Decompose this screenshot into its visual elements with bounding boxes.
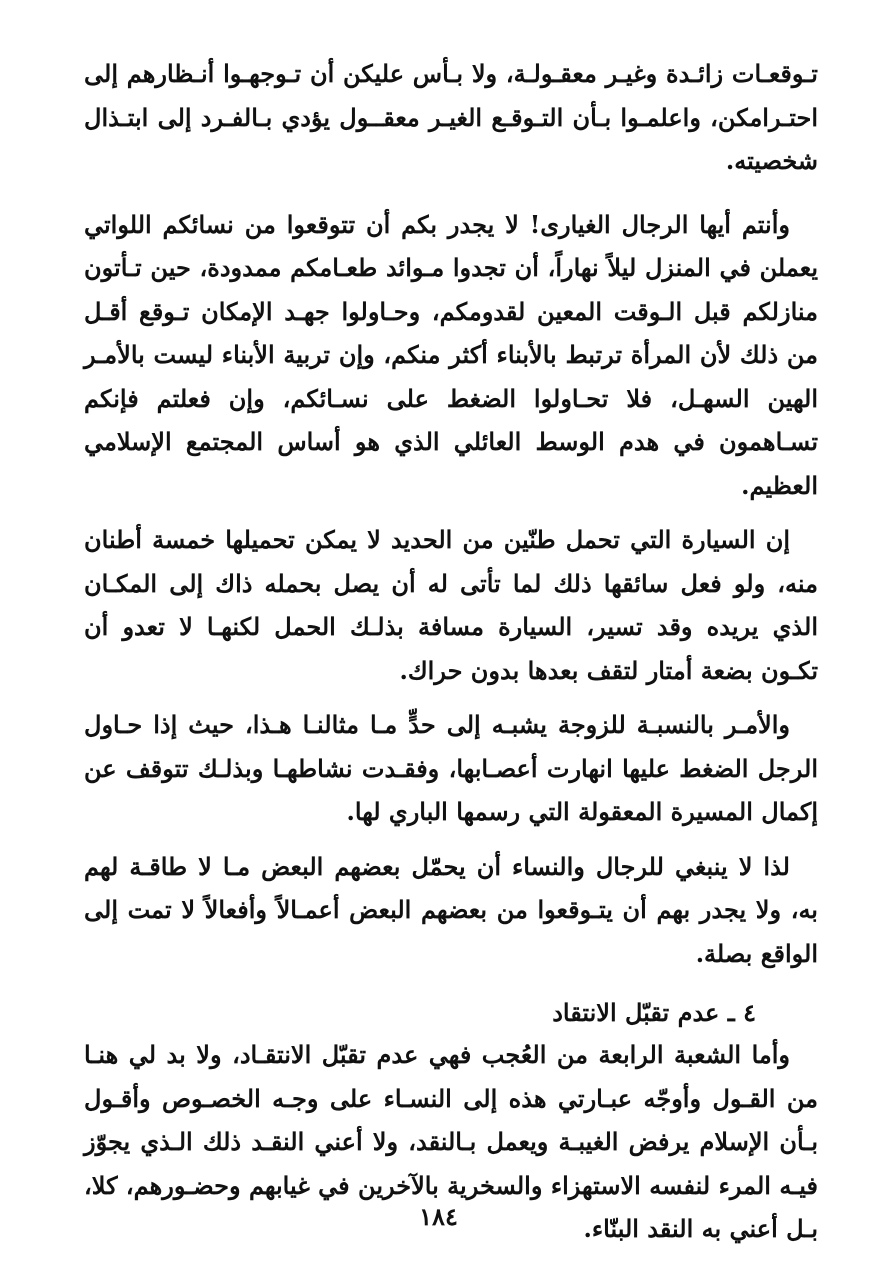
- paragraph-1: تـوقعـات زائـدة وغيـر معقـولـة، ولا بـأس عليكن أن تـوجهـوا أنـظارهم إلى احتـرامكن، واعلمـوا بـأن التـوقـع الغيـر معقــول يؤدي بـالفـرد إلى ابتـذال شخصيته.: [84, 59, 818, 175]
- paragraph-3: إن السيارة التي تحمل طنّين من الحديد لا يمكن تحميلها خمسة أطنان منه، ولو فعل سائقها ذلك لما تأتى له أن يصل بحمله ذاك إلى المكـان الذي يريده وقد تسير، السيارة مسافة بذلـك الحمل لكنهـا لا تعدو أن تكـون بضعة أمتار لتقف بعدها بدون حراك.: [84, 525, 818, 685]
- paragraph-5: لذا لا ينبغي للرجال والنساء أن يحمّل بعضهم البعض مـا لا طاقـة لهم به، ولا يجدر بهم أن يتـوقعوا من بعضهم البعض أعمـالاً وأفعالاً لا تمت إلى الواقع بصلة.: [84, 851, 818, 968]
- paragraph-2: وأنتم أيها الرجال الغيارى! لا يجدر بكم أن تتوقعوا من نسائكم اللواتي يعملن في المنزل ليلاً نهاراً، أن تجدوا مـوائد طعـامكم ممدودة، حين تـأتون منازلكم قبل الـوقت المعين لقدومكم، وحـاولوا جهـد الإمكان تـوقع أقـل من ذلك لأن المرأة ترتبط بالأبناء أكثر منكم، وإن تربية الأبناء ليست بالأمـر الهين السهـل، فلا تحـاولوا الضغط على نسـائكم، وإن فعلتم فإنكم تسـاهمون في هدم الوسط العائلي الذي هو أساس المجتمع الإسلامي العظيم.: [84, 209, 819, 500]
- paragraph-6: وأما الشعبة الرابعة من العُجب فهي عدم تقبّل الانتقـاد، ولا بد لي هنـا من القـول وأوجّه عبـارتي هذه إلى النسـاء على وجـه الخصـوص وأقـول بـأن الإسلام يرفض الغيبـة ويعمل بـالنقد، ولا أعني النقـد ذلك الـذي يجوّز فيـه المرء لنفسه الاستهزاء والسخرية بالآخرين في غيابهم وحضـورهم، كلا، بـل أعني به النقد البنّاء.: [84, 1040, 819, 1243]
- paragraph-4: والأمـر بالنسبـة للزوجة يشبـه إلى حدٍّ مـا مثالنـا هـذا، حيث إذا حـاول الرجل الضغط عليها انهارت أعصـابها، وفقـدت نشاطهـا وبذلـك تتوقف عن إكمال المسيرة المعقولة التي رسمها الباري لها.: [84, 710, 818, 826]
- section-heading: ٤ ـ عدم تقبّل الانتقاد: [552, 998, 756, 1027]
- page-body: [84, 52, 818, 1251]
- page-number: ١٨٤: [419, 1202, 458, 1231]
